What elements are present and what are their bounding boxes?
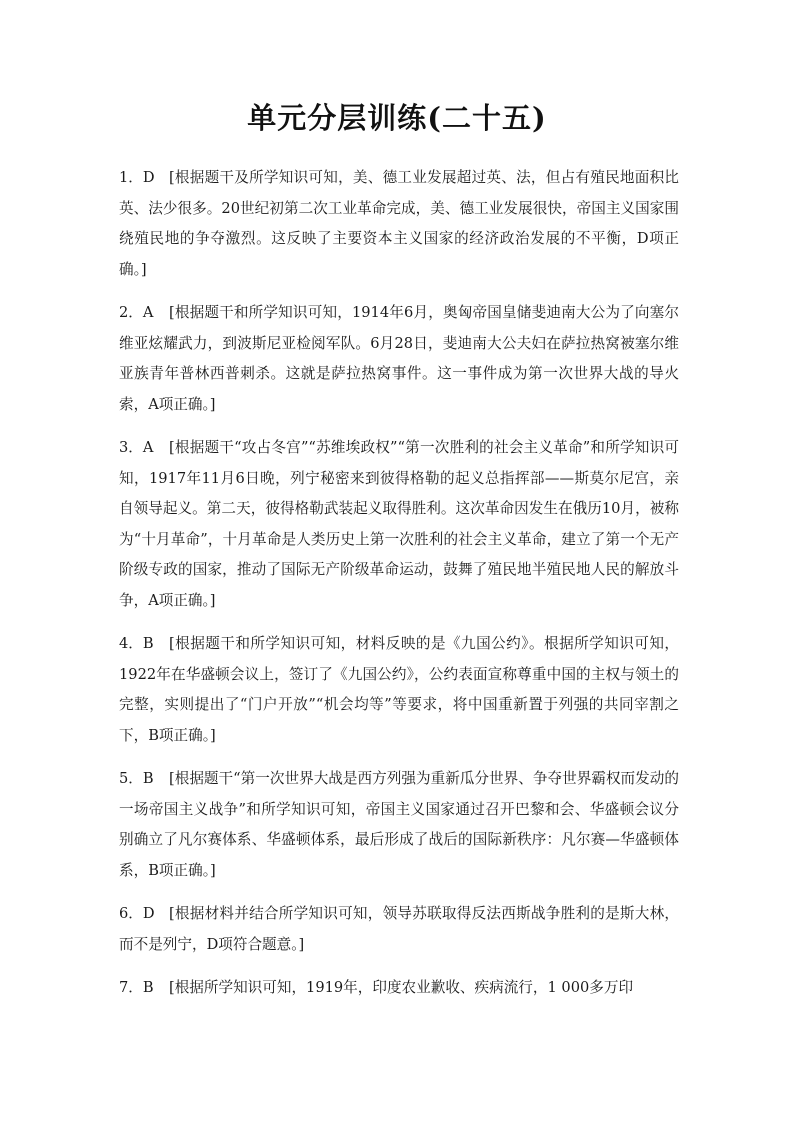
answer-number: 4．B — [119, 635, 154, 652]
answer-number: 6．D — [119, 905, 155, 922]
answer-number: 7．B — [119, 979, 154, 996]
answer-number: 5．B — [119, 770, 154, 787]
answer-text: [根据材料并结合所学知识可知，领导苏联取得反法西斯战争胜利的是斯大林，而不是列宁，D项符合题意。] — [119, 905, 679, 953]
answer-item-2 — [119, 298, 679, 420]
answer-text: [根据题干及所学知识可知，美、德工业发展超过英、法，但占有殖民地面积比英、法少很多。20世纪初第二次工业革命完成，美、德工业发展很快，帝国主义国家围绕殖民地的争夺激烈。这反映了主要资本主义国家的经济政治发展的不平衡，D项正确。] — [119, 169, 679, 278]
answer-text: [根据所学知识可知，1919年，印度农业歉收、疾病流行，1 000多万印 — [169, 979, 634, 996]
answer-item-7 — [119, 973, 679, 1004]
answer-number: 3．A — [119, 439, 154, 456]
answer-number: 1．D — [119, 169, 155, 186]
answer-item-6 — [119, 899, 679, 960]
answer-item-4 — [119, 629, 679, 751]
answer-text: [根据题干和所学知识可知，材料反映的是《九国公约》。根据所学知识可知，1922年在华盛顿会议上，签订了《九国公约》，公约表面宣称尊重中国的主权与领土的完整，实则提出了“门户开放”“机会均等”等要求，将中国重新置于列强的共同宰割之下，B项正确。] — [119, 635, 679, 744]
answer-text: [根据题干“攻占冬宫”“苏维埃政权”“第一次胜利的社会主义革命”和所学知识可知，1917年11月6日晚，列宁秘密来到彼得格勒的起义总指挥部——斯莫尔尼宫，亲自领导起义。第二天，彼得格勒武装起义取得胜利。这次革命因发生在俄历10月，被称为“十月革命”，十月革命是人类历史上第一次胜利的社会主义革命，建立了第一个无产阶级专政的国家，推动了国际无产阶级革命运动，鼓舞了殖民地半殖民地人民的解放斗争，A项正确。] — [119, 439, 679, 609]
answer-number: 2．A — [119, 304, 154, 321]
answer-list — [119, 163, 679, 1017]
answer-text: [根据题干和所学知识可知，1914年6月，奥匈帝国皇储斐迪南大公为了向塞尔维亚炫耀武力，到波斯尼亚检阅军队。6月28日，斐迪南大公夫妇在萨拉热窝被塞尔维亚族青年普林西普刺杀。这就是萨拉热窝事件。这一事件成为第一次世界大战的导火索，A项正确。] — [119, 304, 679, 413]
answer-item-1 — [119, 163, 679, 285]
answer-item-3 — [119, 433, 679, 616]
page-title: 单元分层训练(二十五) — [247, 101, 547, 135]
answer-item-5 — [119, 764, 679, 886]
answer-text: [根据题干“第一次世界大战是西方列强为重新瓜分世界、争夺世界霸权而发动的一场帝国主义战争”和所学知识可知，帝国主义国家通过召开巴黎和会、华盛顿会议分别确立了凡尔赛体系、华盛顿体系，最后形成了战后的国际新秩序：凡尔赛—华盛顿体系，B项正确。] — [119, 770, 679, 879]
